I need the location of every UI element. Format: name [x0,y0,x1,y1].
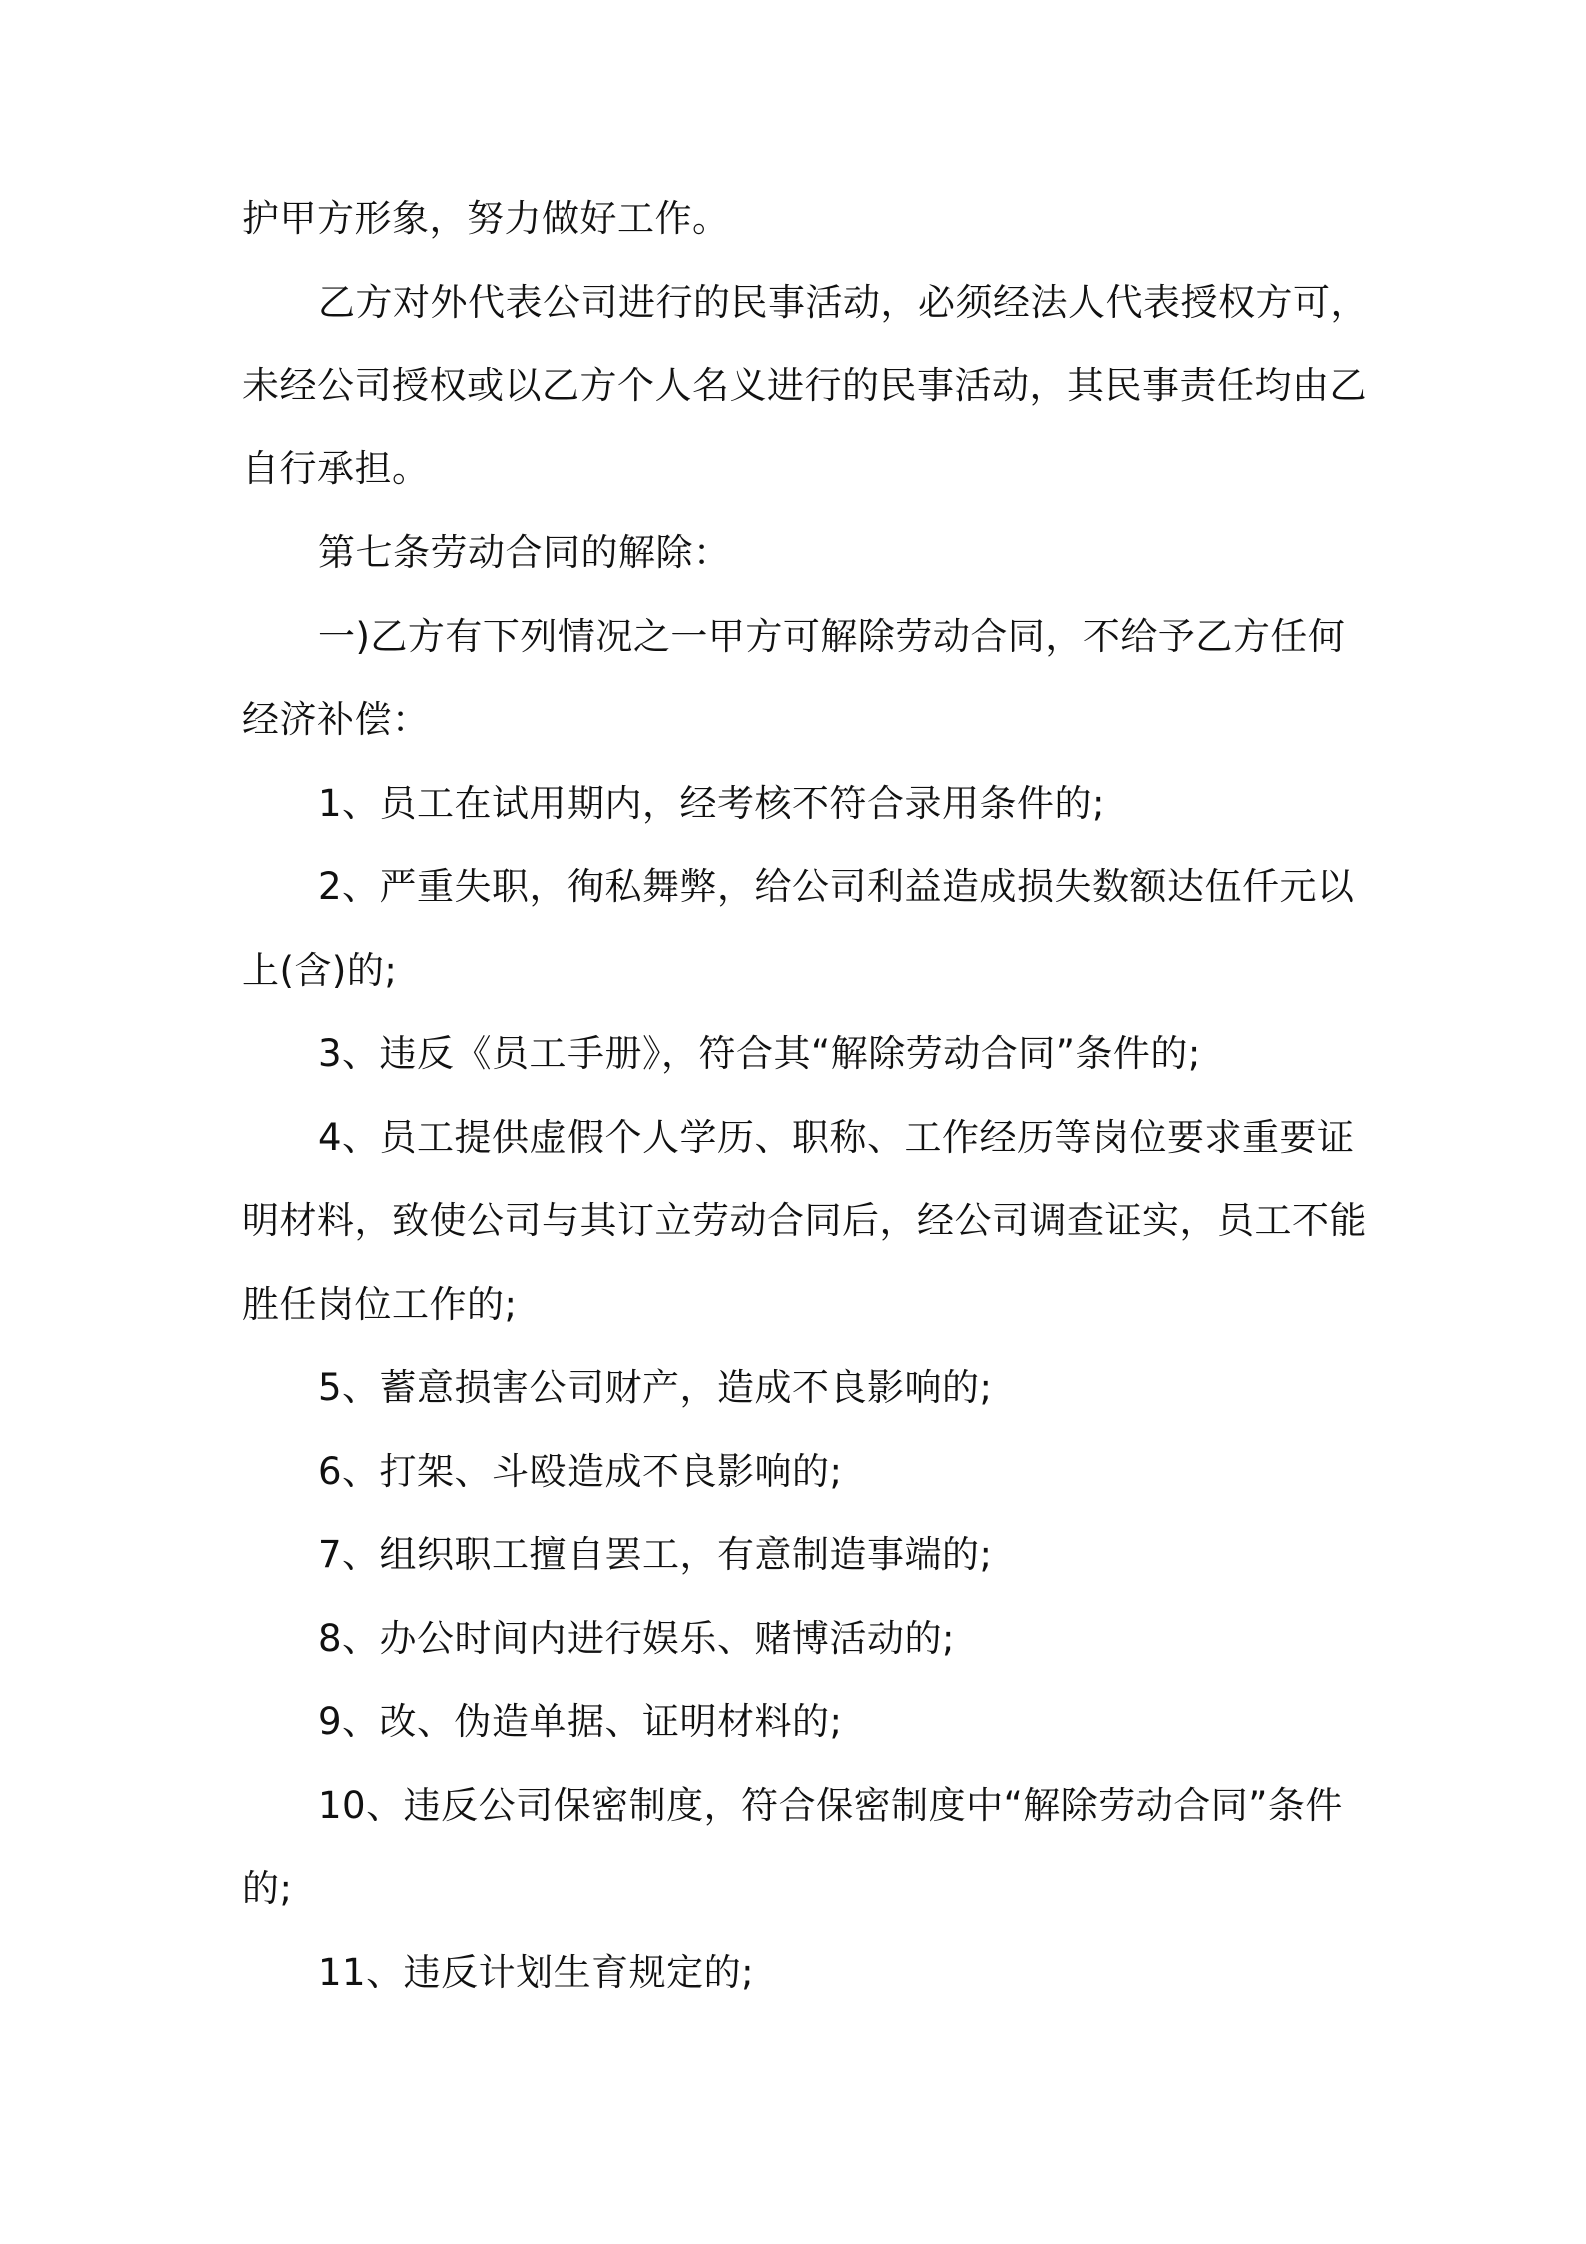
list-item: 5、蓄意损害公司财产，造成不良影响的; [318,1366,993,1409]
list-item: 6、打架、斗殴造成不良影响的; [318,1450,843,1493]
list-item-continuation: 明材料，致使公司与其订立劳动合同后，经公司调查证实，员工不能 [242,1199,1367,1242]
list-item: 4、员工提供虚假个人学历、职称、工作经历等岗位要求重要证 [318,1116,1355,1159]
list-item: 8、办公时间内进行娱乐、赌博活动的; [318,1617,956,1660]
list-item: 11、违反计划生育规定的; [318,1951,755,1994]
paragraph-line: 护甲方形象，努力做好工作。 [242,197,730,240]
list-item: 3、违反《员工手册》，符合其“解除劳动合同”条件的; [318,1032,1201,1075]
list-item-continuation: 的; [242,1867,293,1910]
paragraph-line: 乙方对外代表公司进行的民事活动，必须经法人代表授权方可， [318,281,1368,324]
paragraph-line: 未经公司授权或以乙方个人名义进行的民事活动，其民事责任均由乙 [242,364,1367,407]
list-item: 10、违反公司保密制度，符合保密制度中“解除劳动合同”条件 [318,1784,1343,1827]
section-heading: 第七条劳动合同的解除： [318,531,731,574]
list-item: 1、员工在试用期内，经考核不符合录用条件的; [318,782,1106,825]
list-item-continuation: 胜任岗位工作的; [242,1283,518,1326]
paragraph-line: 经济补偿： [242,698,430,741]
list-item: 7、组织职工擅自罢工，有意制造事端的; [318,1533,993,1576]
paragraph-line: 一)乙方有下列情况之一甲方可解除劳动合同，不给予乙方任何 [318,615,1346,658]
list-item-continuation: 上(含)的; [242,949,398,992]
paragraph-line: 自行承担。 [242,447,430,490]
list-item: 2、严重失职，徇私舞弊，给公司利益造成损失数额达伍仟元以 [318,865,1355,908]
list-item: 9、改、伪造单据、证明材料的; [318,1700,843,1743]
